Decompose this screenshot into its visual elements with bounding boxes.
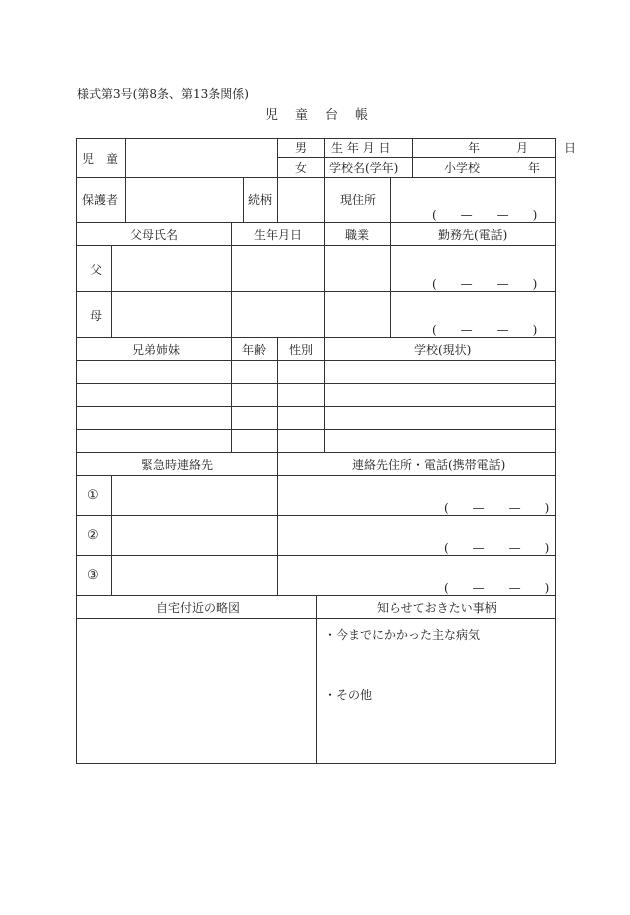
school-label: 学校名(学年) (329, 161, 399, 175)
school-value: 小学校 年 (444, 161, 541, 175)
mother-work-phone[interactable]: ( — — ) (432, 323, 538, 337)
home-map-header: 自宅付近の略図 (156, 601, 241, 615)
emergency-phone-1[interactable]: ( — — ) (444, 501, 550, 515)
father-label: 父 (90, 263, 103, 277)
guardian-phone[interactable]: ( — — ) (432, 208, 538, 222)
address-label: 現住所 (340, 193, 377, 207)
form-number-label: 様式第3号(第8条、第13条関係) (77, 87, 249, 101)
relation-label: 続柄 (248, 193, 273, 207)
other-note: ・その他 (324, 688, 373, 702)
parents-occupation-header: 職業 (345, 228, 370, 242)
parents-birthdate-header: 生年月日 (254, 228, 303, 242)
notes-header: 知らせておきたい事柄 (377, 601, 497, 615)
child-label: 児 童 (82, 152, 119, 166)
emergency-marker-3: ③ (87, 568, 99, 583)
title-char-4: 帳 (355, 108, 369, 123)
father-work-phone[interactable]: ( — — ) (432, 277, 538, 291)
illness-note: ・今までにかかった主な病気 (324, 628, 481, 642)
child-name-field[interactable] (126, 139, 277, 177)
birthdate-label: 生 年 月 日 (331, 141, 391, 155)
gender-female-option[interactable]: 女 (295, 161, 308, 175)
guardian-name-field[interactable] (126, 178, 243, 222)
emergency-contact-header: 緊急時連絡先 (141, 458, 214, 472)
guardian-label: 保護者 (82, 193, 119, 207)
title-char-3: 台 (325, 108, 339, 123)
mother-label: 母 (90, 309, 103, 323)
parents-workplace-header: 勤務先(電話) (438, 228, 508, 242)
siblings-school-header: 学校(現状) (414, 343, 472, 357)
emergency-address-header: 連絡先住所・電話(携帯電話) (352, 458, 506, 472)
emergency-phone-3[interactable]: ( — — ) (444, 581, 550, 595)
title-char-1: 児 (265, 108, 279, 123)
siblings-age-header: 年齢 (242, 343, 267, 357)
title-char-2: 童 (295, 108, 309, 123)
emergency-marker-2: ② (87, 528, 99, 543)
siblings-header: 兄弟姉妹 (132, 343, 181, 357)
home-map-area[interactable] (77, 619, 316, 763)
gender-male-option[interactable]: 男 (295, 141, 308, 155)
emergency-marker-1: ① (87, 488, 99, 503)
relation-field[interactable] (278, 178, 324, 222)
siblings-gender-header: 性別 (289, 343, 314, 357)
parents-name-header: 父母氏名 (130, 228, 179, 242)
birthdate-value: 年 月 日 (468, 141, 577, 155)
emergency-phone-2[interactable]: ( — — ) (444, 541, 550, 555)
